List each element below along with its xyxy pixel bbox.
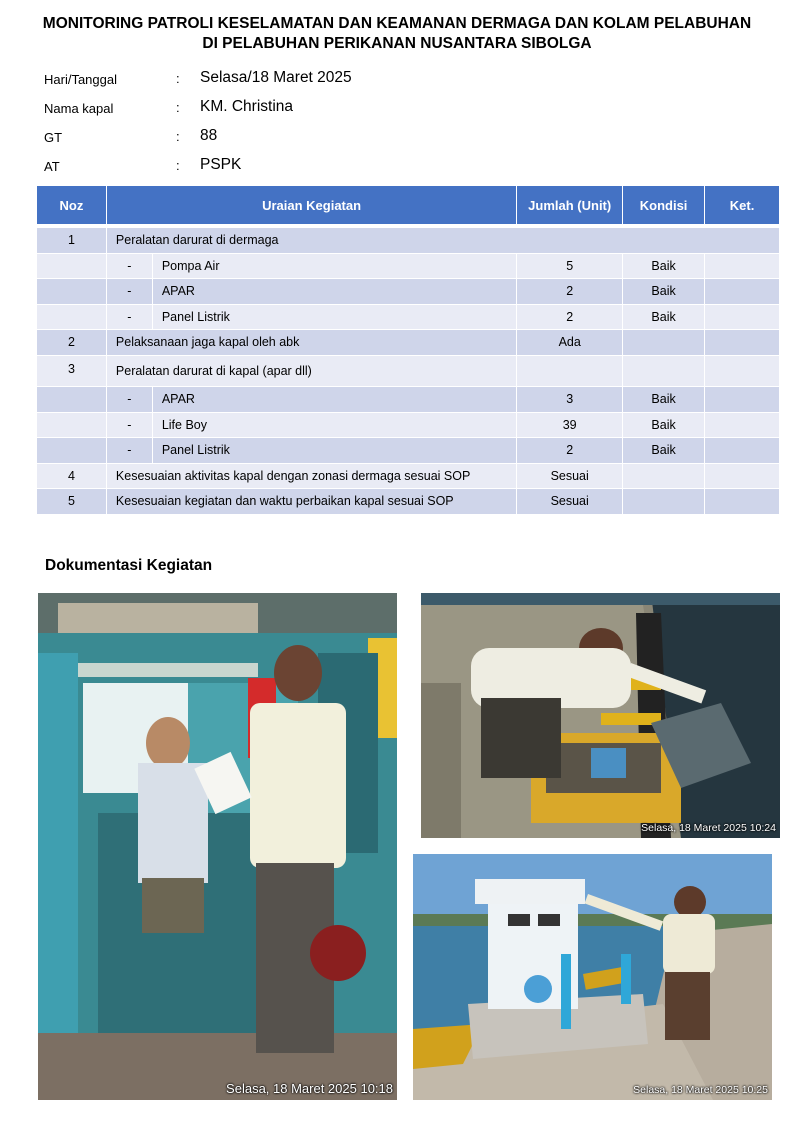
title-line-1: MONITORING PATROLI KESELAMATAN DAN KEAMANAN DERMAGA DAN KOLAM PELABUHAN — [42, 15, 752, 32]
row-dash: - — [106, 387, 152, 413]
meta-label: Nama kapal — [44, 101, 114, 116]
photo-pump-inspection — [421, 593, 780, 838]
row-kondisi: Baik — [623, 438, 705, 464]
row-jumlah: 2 — [517, 438, 623, 464]
header-no: Noz — [37, 186, 107, 225]
header-ket: Ket. — [705, 186, 780, 225]
photo-timestamp: Selasa, 18 Maret 2025 10:24 — [641, 822, 776, 834]
row-uraian: Peralatan darurat di kapal (apar dll) — [106, 355, 516, 387]
row-no: 3 — [37, 355, 107, 387]
row-item: Life Boy — [152, 412, 516, 438]
table-row — [37, 304, 780, 330]
photo-electric-panel — [413, 854, 772, 1100]
row-item: Panel Listrik — [152, 438, 516, 464]
photo-electric-panel-image — [413, 854, 772, 1100]
row-jumlah: 2 — [517, 304, 623, 330]
documentation-title: Dokumentasi Kegiatan — [45, 557, 213, 574]
header-kondisi: Kondisi — [623, 186, 705, 225]
monitoring-table — [36, 185, 780, 515]
table-row — [37, 228, 780, 254]
table-header-row — [37, 186, 780, 225]
row-no: 4 — [37, 463, 107, 489]
row-no: 1 — [37, 228, 107, 254]
meta-label: GT — [44, 130, 63, 145]
row-no: 5 — [37, 489, 107, 515]
row-item: Panel Listrik — [152, 304, 516, 330]
row-uraian: Kesesuaian kegiatan dan waktu perbaikan kapal sesuai SOP — [106, 489, 516, 515]
row-dash: - — [106, 253, 152, 279]
row-jumlah: 39 — [517, 412, 623, 438]
table-row — [37, 279, 780, 305]
row-kondisi: Baik — [623, 279, 705, 305]
row-kondisi: Baik — [623, 304, 705, 330]
row-item: Pompa Air — [152, 253, 516, 279]
row-dash: - — [106, 438, 152, 464]
meta-colon: : — [176, 129, 180, 144]
meta-label: Hari/Tanggal — [44, 72, 117, 87]
meta-colon: : — [176, 71, 180, 86]
photo-timestamp: Selasa, 18 Maret 2025 10:18 — [226, 1081, 393, 1096]
meta-value: PSPK — [200, 156, 242, 173]
photo-timestamp: Selasa, 18 Maret 2025 10:25 — [633, 1084, 768, 1096]
row-dash: - — [106, 412, 152, 438]
row-jumlah: 2 — [517, 279, 623, 305]
header-jumlah: Jumlah (Unit) — [517, 186, 623, 225]
table-row — [37, 489, 780, 515]
row-dash: - — [106, 279, 152, 305]
table-row — [37, 330, 780, 356]
document-title — [0, 14, 794, 54]
meta-value: KM. Christina — [200, 98, 294, 115]
table-row — [37, 412, 780, 438]
meta-colon: : — [176, 158, 180, 173]
title-line-2: DI PELABUHAN PERIKANAN NUSANTARA SIBOLGA — [202, 35, 592, 52]
table-row — [37, 355, 780, 387]
row-uraian: Peralatan darurat di dermaga — [106, 228, 779, 254]
row-no: 2 — [37, 330, 107, 356]
meta-value: Selasa/18 Maret 2025 — [200, 69, 352, 86]
row-kondisi: Baik — [623, 253, 705, 279]
header-uraian: Uraian Kegiatan — [106, 186, 516, 225]
row-jumlah: Ada — [517, 330, 623, 356]
table-row — [37, 463, 780, 489]
table-row — [37, 253, 780, 279]
row-jumlah: Sesuai — [517, 463, 623, 489]
row-item: APAR — [152, 387, 516, 413]
row-kondisi: Baik — [623, 387, 705, 413]
row-kondisi: Baik — [623, 412, 705, 438]
row-jumlah: 3 — [517, 387, 623, 413]
meta-value: 88 — [200, 127, 218, 144]
table-row — [37, 438, 780, 464]
row-jumlah: 5 — [517, 253, 623, 279]
row-uraian: Kesesuaian aktivitas kapal dengan zonasi dermaga sesuai SOP — [106, 463, 516, 489]
table-row — [37, 387, 780, 413]
photo-ship-cabin — [38, 593, 397, 1100]
meta-colon: : — [176, 100, 180, 115]
row-uraian: Pelaksanaan jaga kapal oleh abk — [106, 330, 516, 356]
row-item: APAR — [152, 279, 516, 305]
meta-label: AT — [44, 159, 60, 174]
row-dash: - — [106, 304, 152, 330]
photo-ship-cabin-image — [38, 593, 397, 1100]
row-jumlah: Sesuai — [517, 489, 623, 515]
photo-pump-inspection-image — [421, 593, 780, 838]
